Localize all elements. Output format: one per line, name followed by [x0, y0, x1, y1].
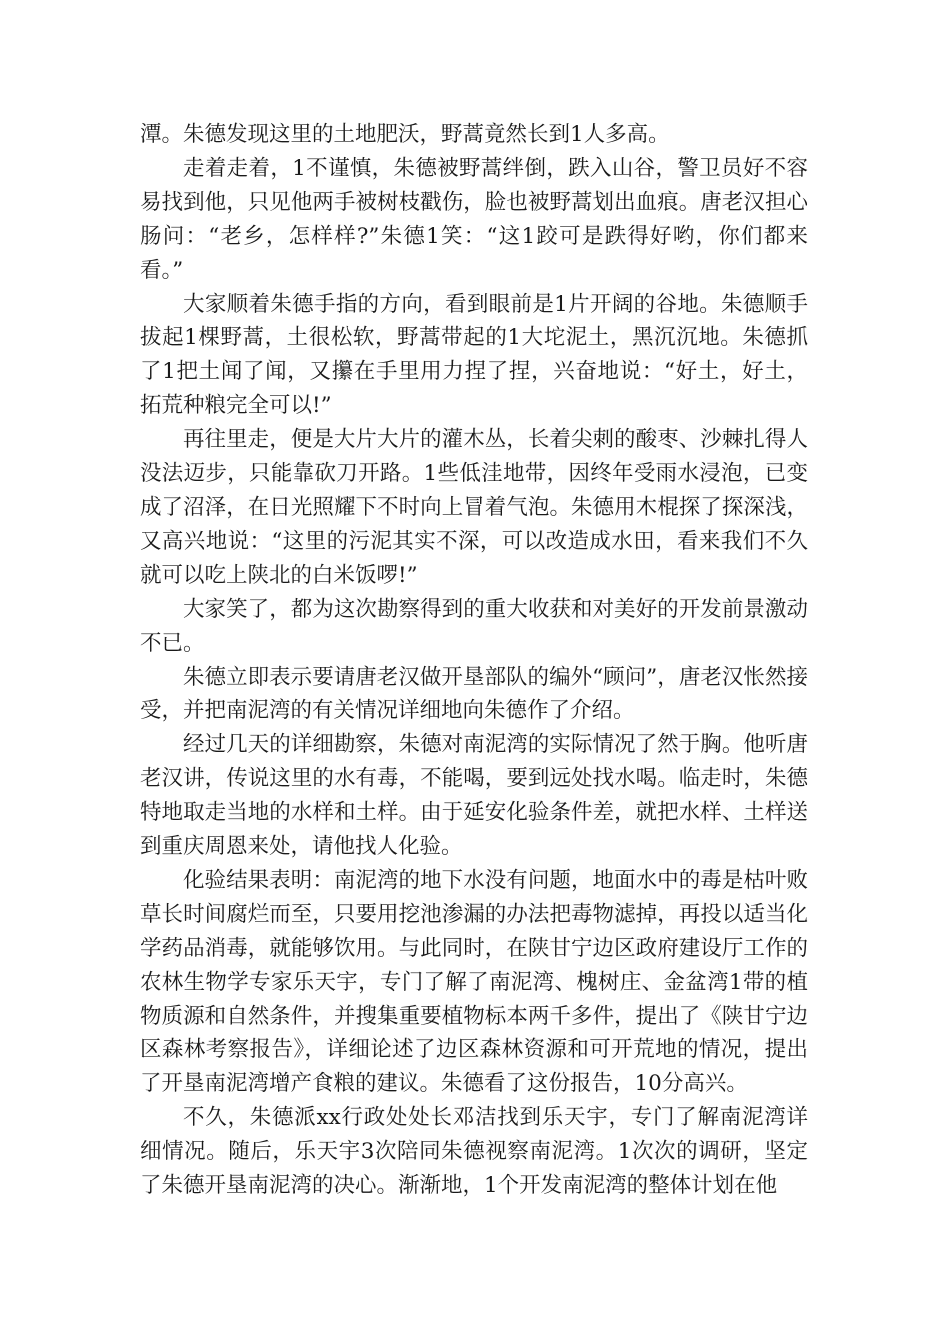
- paragraph: 经过几天的详细勘察，朱德对南泥湾的实际情况了然于胸。他听唐老汉讲，传说这里的水有毒，不能喝，要到远处找水喝。临走时，朱德特地取走当地的水样和土样。由于延安化验条件差，就把水样、土样送到重庆周恩来处，请他找人化验。: [140, 732, 808, 860]
- paragraph-continued: 潭。朱德发现这里的土地肥沃，野蒿竟然长到1人多高。: [140, 122, 670, 147]
- paragraph: 朱德立即表示要请唐老汉做开垦部队的编外“顾问”，唐老汉怅然接受，并把南泥湾的有关情况详细地向朱德作了介绍。: [140, 664, 808, 724]
- paragraph: 不久，朱德派xx行政处处长邓洁找到乐天宇，专门了解南泥湾详细情况。随后，乐天宇3次陪同朱德视察南泥湾。1次次的调研，坚定了朱德开垦南泥湾的决心。渐渐地，1个开发南泥湾的整体计划在他: [140, 1105, 808, 1199]
- body-text: [140, 118, 808, 1203]
- paragraph: 再往里走，便是大片大片的灌木丛，长着尖刺的酸枣、沙棘扎得人没法迈步，只能靠砍刀开路。1些低洼地带，因终年受雨水浸泡，已变成了沼泽，在日光照耀下不时向上冒着气泡。朱德用木棍探了探深浅，又高兴地说：“这里的污泥其实不深，可以改造成水田，看来我们不久就可以吃上陕北的白米饭啰!”: [140, 427, 808, 588]
- paragraph: 大家顺着朱德手指的方向，看到眼前是1片开阔的谷地。朱德顺手拔起1棵野蒿，土很松软，野蒿带起的1大坨泥土，黑沉沉地。朱德抓了1把土闻了闻，又攥在手里用力捏了捏，兴奋地说：“好土，好土，拓荒种粮完全可以!”: [140, 291, 808, 419]
- paragraph: 大家笑了，都为这次勘察得到的重大收获和对美好的开发前景激动不已。: [140, 596, 808, 656]
- paragraph: 化验结果表明：南泥湾的地下水没有问题，地面水中的毒是枯叶败草长时间腐烂而至，只要用挖池渗漏的办法把毒物滤掉，再投以适当化学药品消毒，就能够饮用。与此同时，在陕甘宁边区政府建设厅工作的农林生物学专家乐天宇，专门了解了南泥湾、槐树庄、金盆湾1带的植物质源和自然条件，并搜集重要植物标本两千多件，提出了《陕甘宁边区森林考察报告》，详细论述了边区森林资源和可开荒地的情况，提出了开垦南泥湾增产食粮的建议。朱德看了这份报告，10分高兴。: [140, 867, 808, 1097]
- paragraph: 走着走着，1不谨慎，朱德被野蒿绊倒，跌入山谷，警卫员好不容易找到他，只见他两手被树枝戳伤，脸也被野蒿划出血痕。唐老汉担心肠问：“老乡，怎样样?”朱德1笑：“这1跤可是跌得好哟，你们都来看。”: [140, 155, 808, 283]
